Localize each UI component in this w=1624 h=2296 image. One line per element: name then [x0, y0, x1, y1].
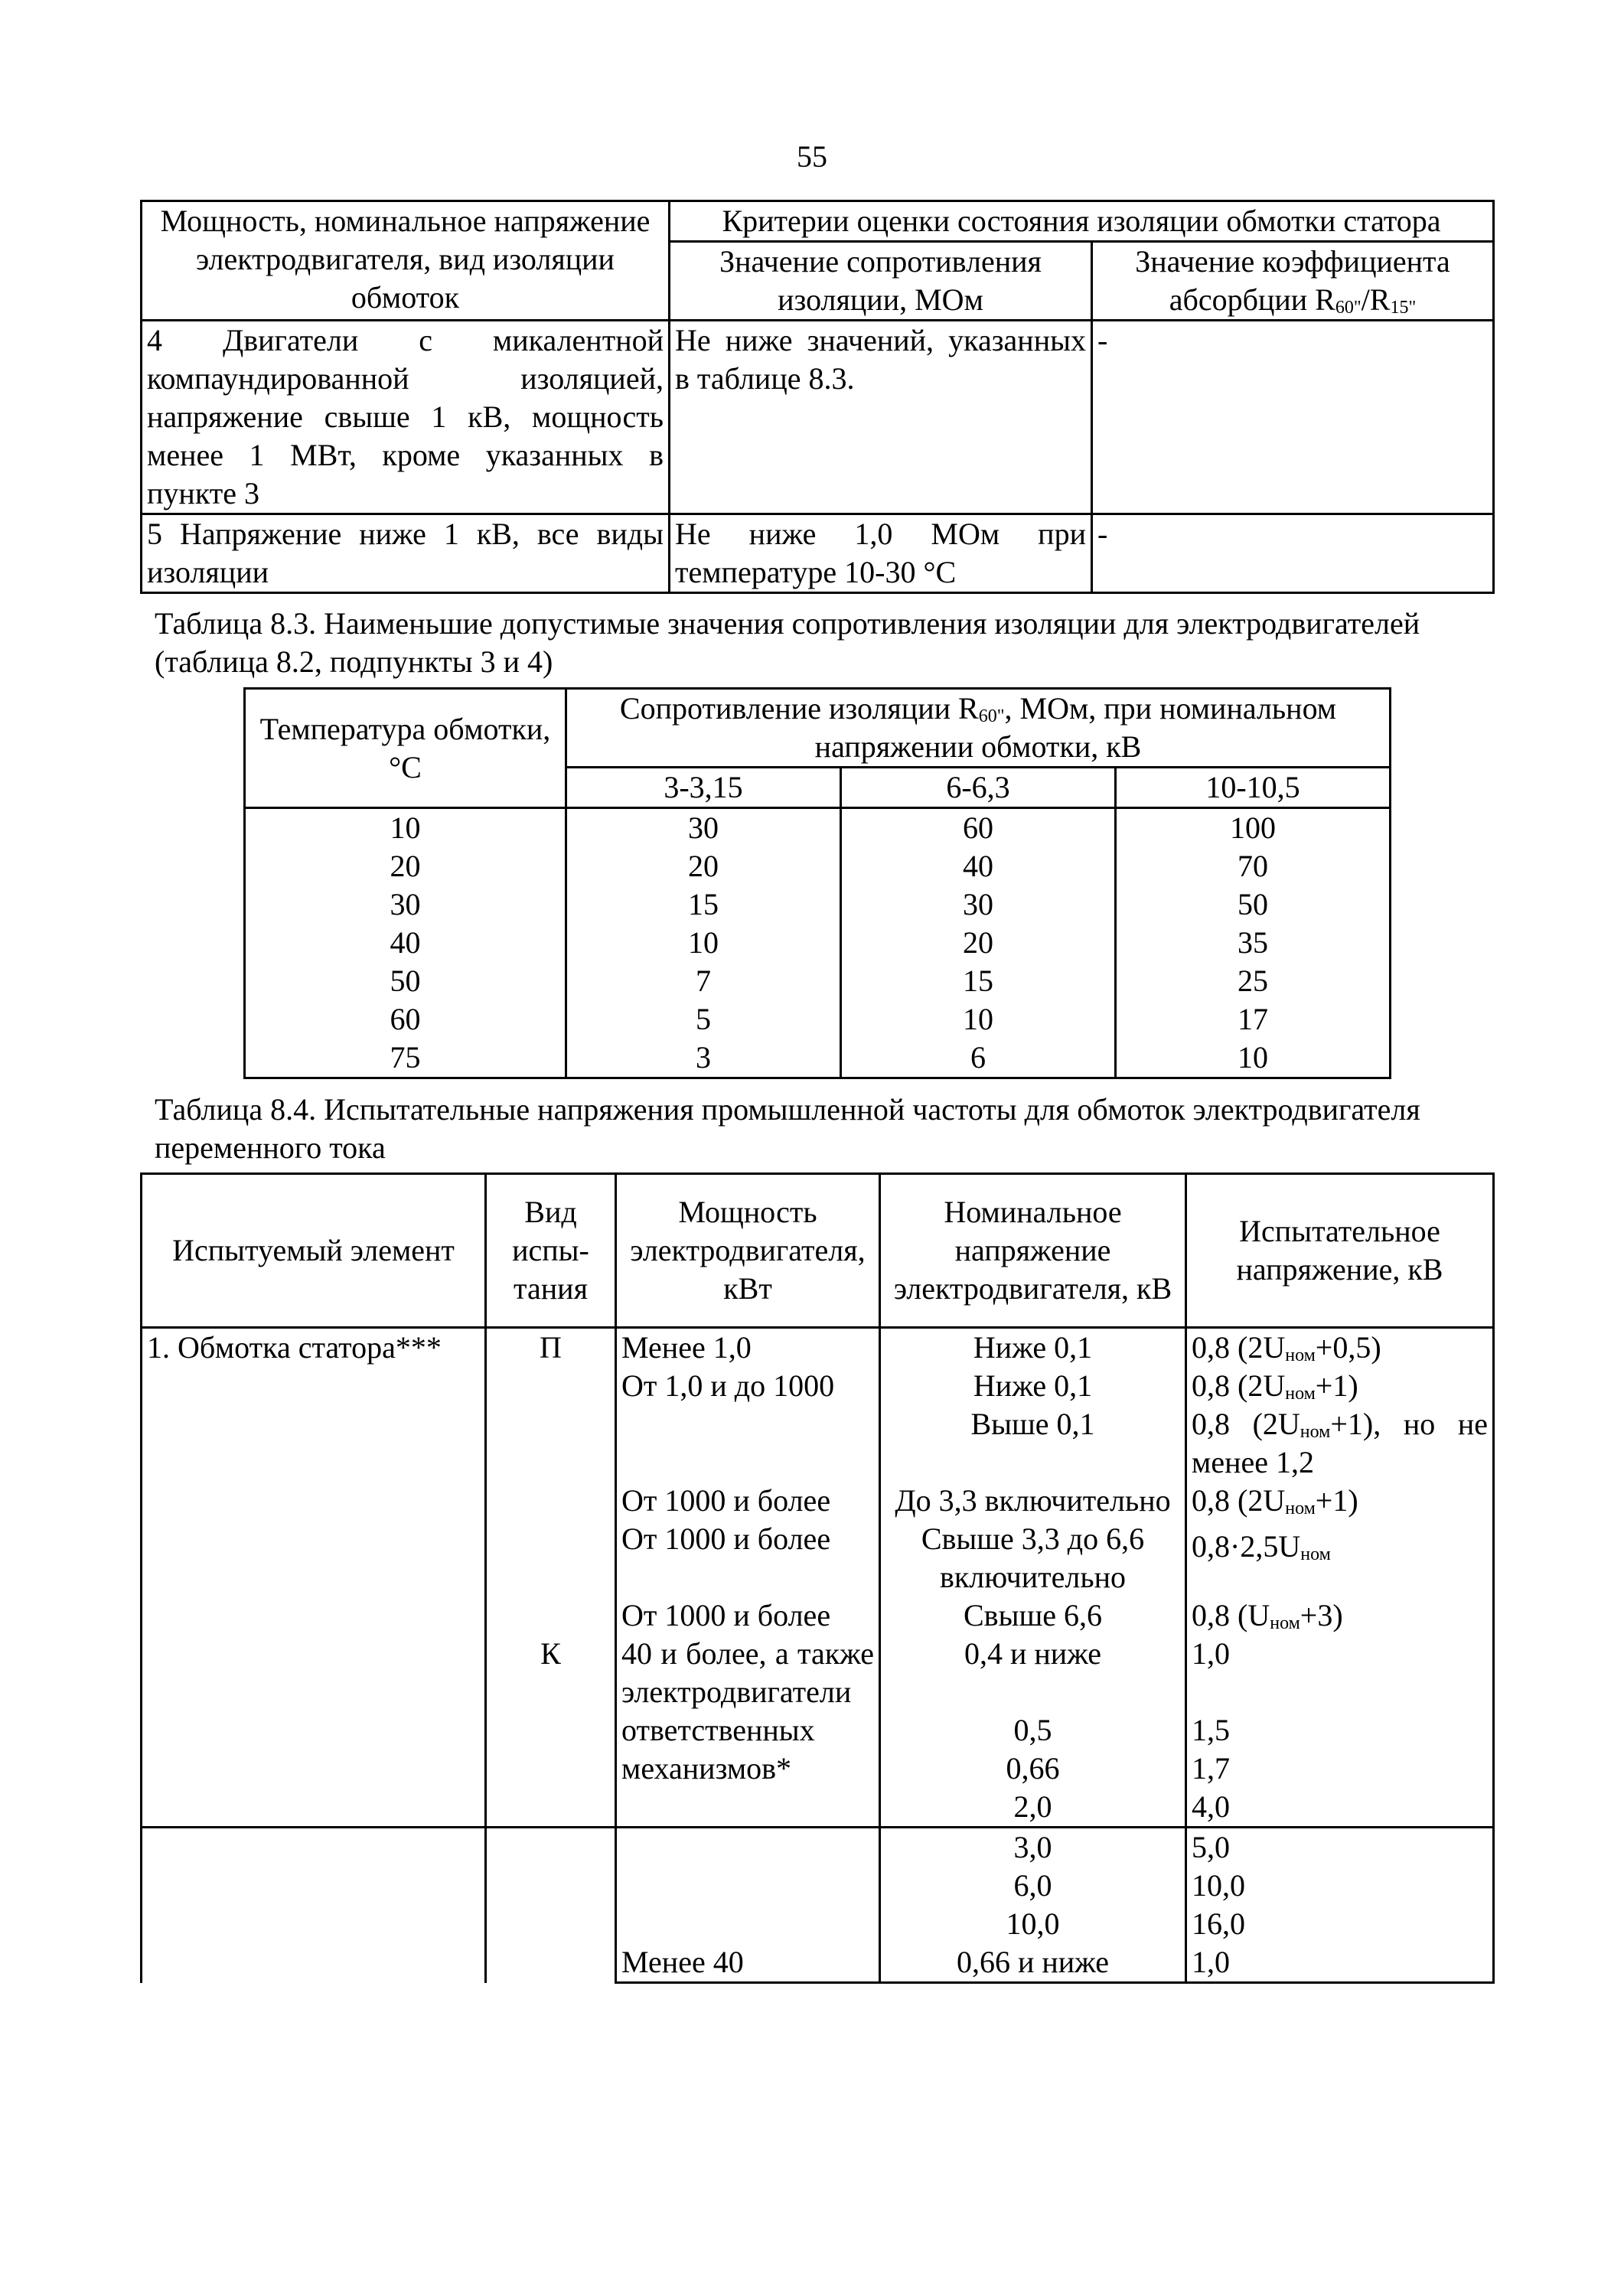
t1-header-resistance: Значение сопротивления изоляции, МОм: [670, 242, 1092, 321]
t2-cell: 40: [245, 924, 566, 962]
t3-nominal-voltage: До 3,3 включительно: [880, 1482, 1186, 1520]
t3-test-voltage: $0,8\cdot 2,5U_{ном}$: [1186, 1520, 1494, 1596]
table-row: [245, 885, 1391, 924]
t2-cell: 100: [1116, 808, 1391, 848]
table-8-3-caption: Таблица 8.3. Наименьшие допустимые значения сопротивления изоляции для электродвигателей (таблица 8.2, подпункты 3 и 4): [155, 606, 1420, 679]
t2-cell: 20: [566, 847, 841, 885]
t2-cell: 3: [566, 1039, 841, 1078]
t3-test-voltage: 16,0: [1186, 1905, 1494, 1943]
t1-row4-absorption: -: [1092, 321, 1494, 514]
t3-power: От 1000 и более: [616, 1520, 880, 1596]
t3-header-test-voltage: Испытательное напряжение, кВ: [1186, 1174, 1494, 1328]
table-row: [245, 962, 1391, 1000]
t2-cell: 15: [566, 885, 841, 924]
t3-test-voltage: 0,8 $(2U_{ном}+0,5)$: [1186, 1328, 1494, 1368]
t2-header-temperature: Температура обмотки, °С: [245, 689, 566, 808]
t2-subheader: 10-10,5: [1116, 768, 1391, 808]
t3-header-element: Испытуемый элемент: [142, 1174, 486, 1328]
t2-cell: 60: [841, 808, 1116, 848]
t3-power: От 1000 и более: [616, 1482, 880, 1520]
t3-power: [616, 1867, 880, 1905]
t3-test-voltage: 1,0: [1186, 1943, 1494, 1983]
t2-cell: 5: [566, 1000, 841, 1039]
table-row: [245, 924, 1391, 962]
t1-header-absorption: Значение коэффициента абсорбции $R_{60"}/R_{15"}$: [1092, 242, 1494, 321]
t3-power: От 1000 и более: [616, 1596, 880, 1635]
t1-header-power: Мощность, номинальное напряжение электродвигателя, вид изоляции обмоток: [142, 201, 670, 321]
t1-row5-resistance: Не ниже 1,0 МОм при температуре 10-30 °С: [670, 514, 1092, 593]
table-8-4-caption: Таблица 8.4. Испытательные напряжения промышленной частоты для обмоток электродвигателя переменного тока: [155, 1092, 1420, 1165]
t2-cell: 70: [1116, 847, 1391, 885]
t1-row4-resistance: Не ниже значений, указанных в таблице 8.3.: [670, 321, 1092, 514]
t3-test-type-k: К: [486, 1635, 616, 1673]
t3-test-voltage: 5,0: [1186, 1828, 1494, 1867]
t3-nominal-voltage: 0,66: [880, 1750, 1186, 1788]
t3-test-voltage: 1,5: [1186, 1673, 1494, 1750]
t2-cell: 17: [1116, 1000, 1391, 1039]
t3-nominal-voltage: 2,0: [880, 1788, 1186, 1828]
test-voltage-table: [140, 1172, 1495, 1984]
t2-cell: 10: [245, 808, 566, 848]
t3-nominal-voltage: 10,0: [880, 1905, 1186, 1943]
t3-nominal-voltage: Свыше 6,6: [880, 1596, 1186, 1635]
t3-nominal-voltage: 0,66 и ниже: [880, 1943, 1186, 1983]
t2-cell: 20: [841, 924, 1116, 962]
t1-row4-desc: 4 Двигатели с микалентной компаундированной изоляцией, напряжение свыше 1 кВ, мощность менее 1 МВт, кроме указанных в пункте 3: [142, 321, 670, 514]
t3-power: [616, 1828, 880, 1867]
t2-header-resistance: Сопротивление изоляции $R_{60"}$, МОм, при номинальном напряжении обмотки, кВ: [566, 689, 1391, 768]
t3-test-voltage: 1,0: [1186, 1635, 1494, 1673]
t3-test-type-p: П: [486, 1328, 616, 1368]
t3-nominal-voltage: Ниже 0,1: [880, 1367, 1186, 1405]
t2-cell: 10: [566, 924, 841, 962]
t2-cell: 60: [245, 1000, 566, 1039]
t3-test-voltage: 0,8 $(2U_{ном}+1)$: [1186, 1367, 1494, 1405]
t3-power: Менее 1,0: [616, 1328, 880, 1368]
t2-cell: 6: [841, 1039, 1116, 1078]
table-row: [245, 1000, 1391, 1039]
t2-cell: 50: [1116, 885, 1391, 924]
t3-nominal-voltage: Свыше 3,3 до 6,6 включительно: [880, 1520, 1186, 1596]
t3-test-voltage: 0,8 $(U_{ном}+3)$: [1186, 1596, 1494, 1635]
t1-row5-absorption: -: [1092, 514, 1494, 593]
t3-power-k: 40 и более, а также электродвигатели ответственных механизмов*: [616, 1635, 880, 1828]
t2-cell: 10: [1116, 1039, 1391, 1078]
t2-subheader: 3-3,15: [566, 768, 841, 808]
t3-power: [616, 1905, 880, 1943]
t3-test-voltage: 1,7: [1186, 1750, 1494, 1788]
t3-power: [616, 1405, 880, 1482]
t3-test-voltage: 0,8 $(2U_{ном}+1)$, но не менее 1,2: [1186, 1405, 1494, 1482]
t2-cell: 10: [841, 1000, 1116, 1039]
t3-header-power: Мощность электродвигателя, кВт: [616, 1174, 880, 1328]
t3-nominal-voltage: Выше 0,1: [880, 1405, 1186, 1482]
insulation-criteria-table: [140, 200, 1495, 594]
t3-power: От 1,0 и до 1000: [616, 1367, 880, 1405]
t3-test-voltage: 10,0: [1186, 1867, 1494, 1905]
t1-row5-desc: 5 Напряжение ниже 1 кВ, все виды изоляции: [142, 514, 670, 593]
table-row: [245, 808, 1391, 848]
page-number: 55: [797, 139, 827, 174]
t3-header-test-type: Вид испы-тания: [486, 1174, 616, 1328]
t2-cell: 30: [566, 808, 841, 848]
t2-cell: 75: [245, 1039, 566, 1078]
min-resistance-table: [243, 687, 1391, 1079]
t2-cell: 20: [245, 847, 566, 885]
t2-subheader: 6-6,3: [841, 768, 1116, 808]
t2-cell: 30: [245, 885, 566, 924]
t3-nominal-voltage: 0,4 и ниже: [880, 1635, 1186, 1673]
t1-header-criteria: Критерии оценки состояния изоляции обмотки статора: [670, 201, 1494, 242]
table-row: [245, 847, 1391, 885]
t3-nominal-voltage: 0,5: [880, 1673, 1186, 1750]
t3-power: Менее 40: [616, 1943, 880, 1983]
t3-test-voltage: 4,0: [1186, 1788, 1494, 1828]
table-row: [245, 1039, 1391, 1078]
t3-element: 1. Обмотка статора***: [142, 1328, 486, 1828]
t2-cell: 40: [841, 847, 1116, 885]
t2-cell: 15: [841, 962, 1116, 1000]
t3-nominal-voltage: 3,0: [880, 1828, 1186, 1867]
t3-nominal-voltage: 6,0: [880, 1867, 1186, 1905]
t3-header-nominal-voltage: Номинальное напряжение электродвигателя, кВ: [880, 1174, 1186, 1328]
t2-cell: 25: [1116, 962, 1391, 1000]
t2-cell: 30: [841, 885, 1116, 924]
t2-cell: 7: [566, 962, 841, 1000]
t3-nominal-voltage: Ниже 0,1: [880, 1328, 1186, 1368]
t2-cell: 50: [245, 962, 566, 1000]
t3-test-voltage: 0,8 $(2U_{ном}+1)$: [1186, 1482, 1494, 1520]
t2-cell: 35: [1116, 924, 1391, 962]
